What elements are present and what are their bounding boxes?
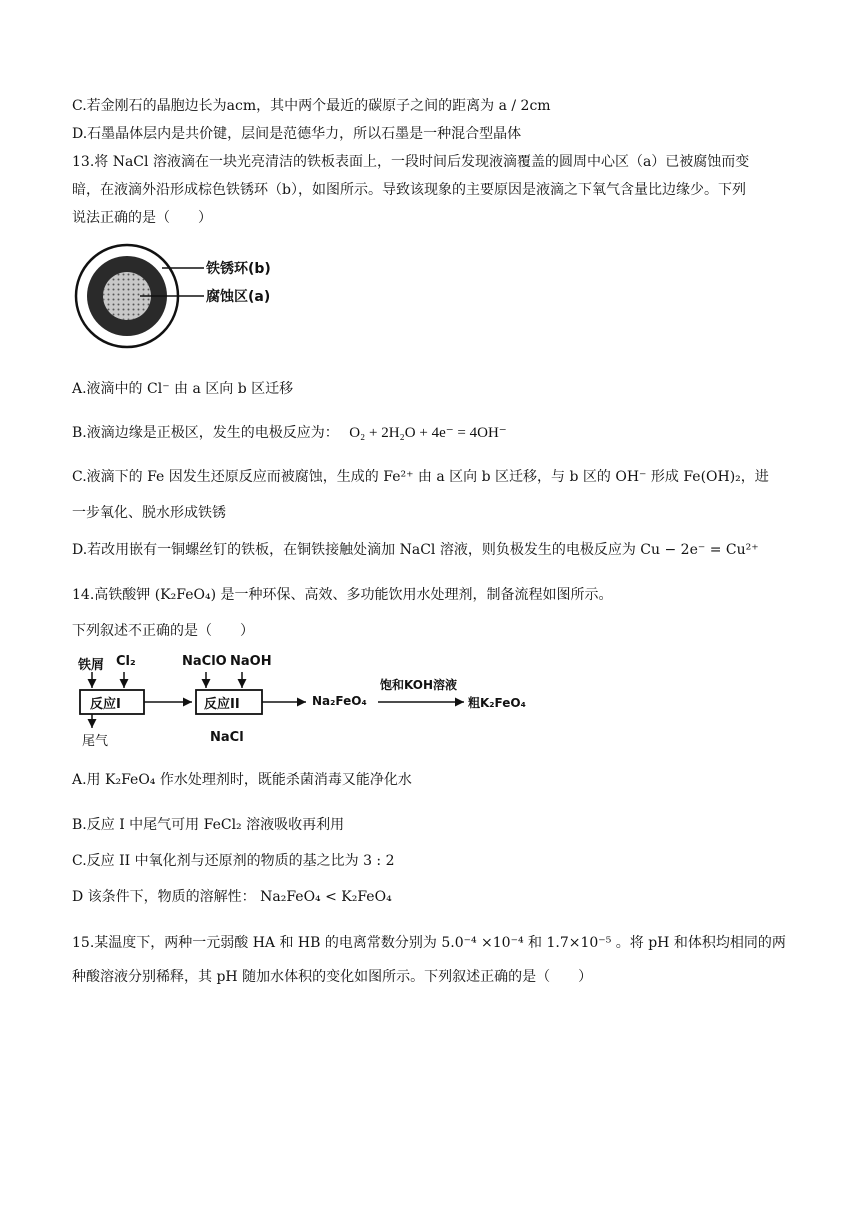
q14-flow-diagram xyxy=(72,650,552,750)
q13-option-c-line2: 一步氧化、脱水形成铁锈 xyxy=(72,505,226,521)
q13-option-d: D.若改用嵌有一铜螺丝钉的铁板，在铜铁接触处滴加 NaCl 溶液，则负极发生的电极反应为 Cu − 2e⁻ = Cu²⁺ xyxy=(72,542,759,558)
q13-droplet-figure xyxy=(72,238,302,358)
q12-option-d: D.石墨晶体层内是共价键，层间是范德华力，所以石墨是一种混合型晶体 xyxy=(72,126,522,142)
q13-option-b xyxy=(72,423,507,443)
q13-option-b-text: B.液滴边缘是正极区，发生的电极反应为： xyxy=(72,425,339,441)
q13-option-c-line1: C.液滴下的 Fe 因发生还原反应而被腐蚀，生成的 Fe²⁺ 由 a 区向 b 区迁移，与 b 区的 OH⁻ 形成 Fe(OH)₂，进 xyxy=(72,469,769,485)
q14-stem-line2: 下列叙述不正确的是（ ） xyxy=(72,623,254,639)
label-rust-ring: 铁锈环(b) xyxy=(206,261,271,277)
flow-input-cl2: Cl₂ xyxy=(116,654,136,669)
flow-input-naoh: NaOH xyxy=(230,654,272,669)
flow-out-tailgas: 尾气 xyxy=(82,734,109,749)
q13-stem-line3: 说法正确的是（ ） xyxy=(72,210,212,226)
flow-reagent: 饱和KOH溶液 xyxy=(380,678,458,692)
q13-stem-line2: 暗，在液滴外沿形成棕色铁锈环（b），如图所示。导致该现象的主要原因是液滴之下氧气含量比边缘少。下列 xyxy=(72,182,746,198)
flow-product1: Na₂FeO₄ xyxy=(312,694,367,708)
label-corrosion-zone: 腐蚀区(a) xyxy=(206,289,271,305)
q15-stem-line1: 15.某温度下，两种一元弱酸 HA 和 HB 的电离常数分别为 5.0⁻⁴ ×10⁻⁴ 和 1.7×10⁻⁵ 。将 pH 和体积均相同的两 xyxy=(72,935,786,951)
flow-input-naclo: NaClO xyxy=(182,654,227,669)
q13-option-b-equation: O₂ + 2H₂O + 4e⁻ = 4OH⁻ xyxy=(349,425,507,441)
flow-box2-label: 反应II xyxy=(204,697,240,712)
flow-product2: 粗K₂FeO₄ xyxy=(468,696,526,710)
q14-option-a: A.用 K₂FeO₄ 作水处理剂时，既能杀菌消毒又能净化水 xyxy=(72,772,412,788)
q13-stem-line1: 13.将 NaCl 溶液滴在一块光亮清洁的铁板表面上，一段时间后发现液滴覆盖的圆周中心区（a）已被腐蚀而变 xyxy=(72,154,750,170)
flow-out-nacl: NaCl xyxy=(210,730,244,745)
q14-stem-line1: 14.高铁酸钾 (K₂FeO₄) 是一种环保、高效、多功能饮用水处理剂，制备流程如图所示。 xyxy=(72,587,613,603)
q14-option-d: D 该条件下，物质的溶解性： Na₂FeO₄ < K₂FeO₄ xyxy=(72,889,392,905)
flow-box1-label: 反应I xyxy=(90,697,121,712)
q12-option-c: C.若金刚石的晶胞边长为acm，其中两个最近的碳原子之间的距离为 a / 2cm xyxy=(72,98,551,114)
q14-option-c: C.反应 II 中氧化剂与还原剂的物质的基之比为 3 : 2 xyxy=(72,853,395,869)
q15-stem-line2: 种酸溶液分别稀释，其 pH 随加水体积的变化如图所示。下列叙述正确的是（ ） xyxy=(72,969,593,985)
flow-input-iron: 铁屑 xyxy=(78,658,105,673)
q13-option-a: A.液滴中的 Cl⁻ 由 a 区向 b 区迁移 xyxy=(72,381,294,397)
q14-option-b: B.反应 I 中尾气可用 FeCl₂ 溶液吸收再利用 xyxy=(72,817,345,833)
